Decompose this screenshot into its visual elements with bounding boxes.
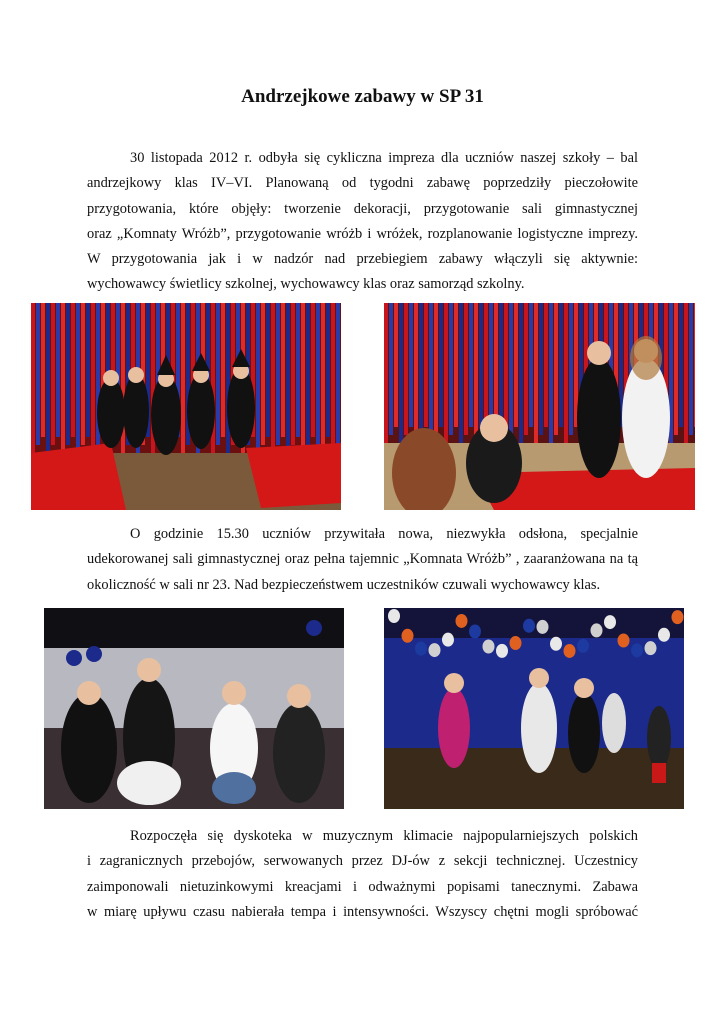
paragraph-line: okoliczność w sali nr 23. Nad bezpieczeństwem uczestników czuwali wychowawcy klas.: [87, 576, 601, 593]
photo-dancing-girls: [44, 608, 344, 809]
paragraph-disco: [87, 824, 638, 925]
paragraph-line: W przygotowania jak i w nadzór nad przebiegiem zabawy włączyli się aktywnie:: [87, 251, 638, 268]
paragraph-line: Rozpoczęła się dyskoteka w muzycznym klimacie najpopularniejszych polskich: [130, 828, 638, 844]
paragraph-line: 30 listopada 2012 r. odbyła się cykliczna impreza dla uczniów naszej szkoły – bal: [130, 150, 638, 166]
page-title: Andrzejkowe zabawy w SP 31: [241, 86, 484, 107]
photo-fortune-table: [384, 303, 695, 510]
paragraph-line: przygotowania, które objęły: tworzenie dekoracji, przygotowanie sali gimnastycznej: [87, 200, 638, 217]
paragraph-line: i zagranicznych przebojów, serwowanych przez DJ-ów z sekcji technicznej. Uczestnicy: [87, 853, 638, 870]
paragraph-line: zaimponowali nietuzinkowymi kreacjami i odważnymi popisami tanecznymi. Zabawa: [87, 878, 638, 895]
paragraph-line: udekorowanej sali gimnastycznej oraz pełna tajemnic „Komnata Wróżb” , zaaranżowana na tą: [87, 551, 638, 568]
photo-disco-gym: [384, 608, 684, 809]
paragraph-line: andrzejkowy klas IV–VI. Planowaną od tygodni zabawę poprzedziły pieczołowite: [87, 175, 638, 192]
paragraph-line: w miarę upływu czasu nabierała tempa i intensywności. Wszyscy chętni mogli spróbować: [87, 903, 638, 920]
photo-witches-group: [31, 303, 341, 510]
paragraph-line: O godzinie 15.30 uczniów przywitała nowa, niezwykła odsłona, specjalnie: [130, 526, 638, 542]
paragraph-line: wychowawcy świetlicy szkolnej, wychowawcy klas oraz samorząd szkolny.: [87, 276, 525, 293]
paragraph-line: oraz „Komnaty Wróżb”, przygotowanie wróżb i wróżek, rozplanowanie logistyczne imprezy.: [87, 225, 638, 242]
paragraph-intro: [87, 146, 638, 298]
paragraph-opening: [87, 522, 638, 598]
